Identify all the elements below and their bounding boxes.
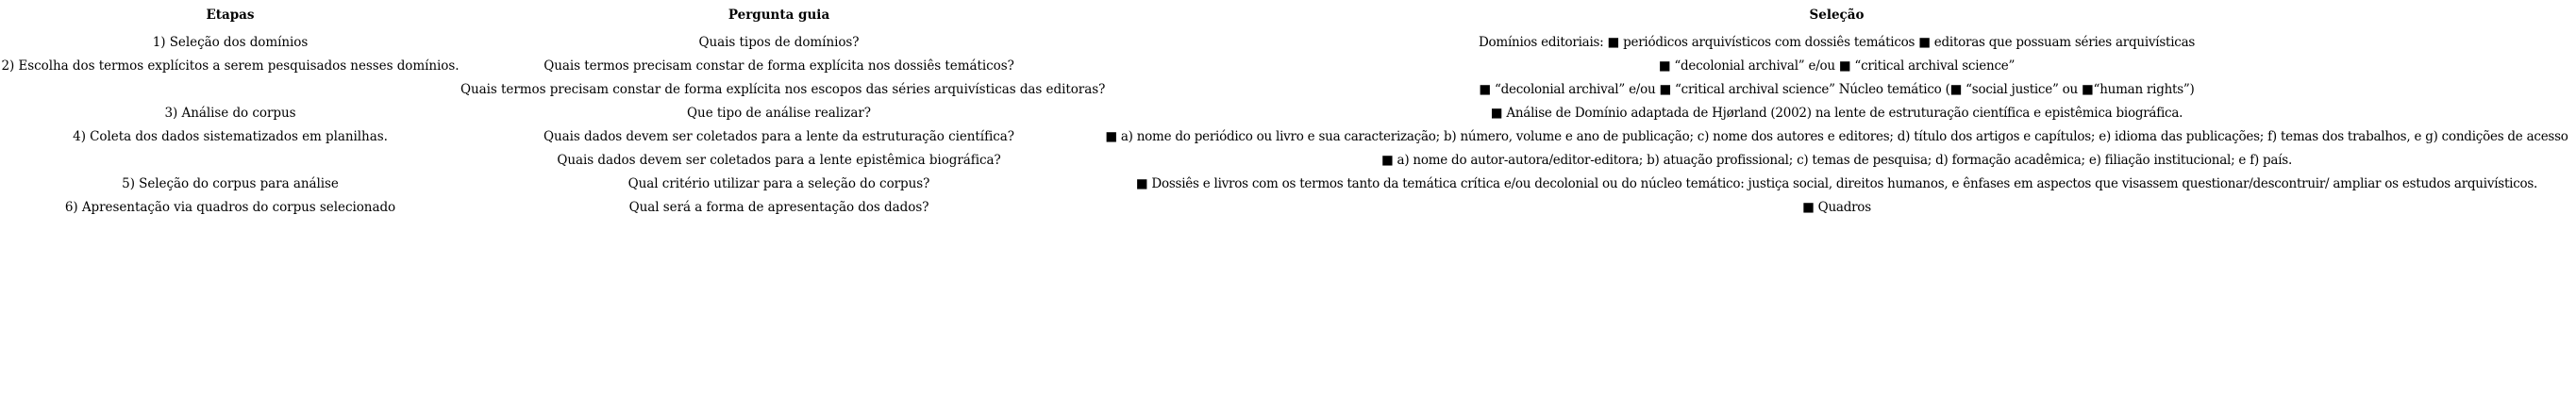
cell-etapa: 6) Apresentação via quadros do corpus selecionado (64, 200, 396, 215)
table-row (0, 78, 2576, 102)
table-row (0, 196, 2576, 220)
table-row (0, 149, 2576, 173)
cell-selecao: ■ a) nome do periódico ou livro e sua caracterização; b) número, volume e ano de publicação; c) nome dos autores e editores; d) título dos artigos e capítulos; e) idioma das publicações; f) temas dos trabalhos, e g) condições de acesso (1105, 129, 2568, 144)
cell-etapa (0, 149, 460, 173)
table-row (0, 102, 2576, 125)
cell-pergunta: Quais dados devem ser coletados para a lente epistêmica biográfica? (557, 153, 1001, 168)
cell-pergunta: Quais dados devem ser coletados para a lente da estruturação científica? (543, 129, 1014, 144)
cell-pergunta: Quais termos precisam constar de forma explícita nos escopos das séries arquivísticas das editoras? (460, 82, 1106, 97)
table-row (0, 173, 2576, 196)
cell-selecao: ■ “decolonial archival” e/ou ■ “critical archival science” Núcleo temático (■ “social justice” ou ■“human rights”) (1479, 82, 2195, 97)
table-body (0, 31, 2576, 220)
cell-selecao: Domínios editoriais: ■ periódicos arquivísticos com dossiês temáticos ■ editoras que possuam séries arquivísticas (1478, 35, 2196, 50)
header-row (0, 0, 2576, 31)
cell-pergunta: Qual será a forma de apresentação dos dados? (628, 200, 929, 215)
table-row (0, 125, 2576, 149)
cell-pergunta: Qual critério utilizar para a seleção do corpus? (627, 176, 930, 191)
header-selecao: Seleção (1809, 8, 1865, 23)
table-header (0, 0, 2576, 31)
table-row (0, 31, 2576, 55)
cell-selecao: ■ “decolonial archival” e/ou ■ “critical archival science” (1658, 58, 2016, 74)
cell-etapa: 2) Escolha dos termos explícitos a serem pesquisados nesses domínios. (1, 58, 460, 74)
cell-etapa: 3) Análise do corpus (164, 106, 296, 121)
cell-pergunta: Quais tipos de domínios? (698, 35, 860, 50)
cell-selecao: ■ Dossiês e livros com os termos tanto da temática crítica e/ou decolonial ou do núcleo temático: justiça social, direitos humanos, e ênfases em aspectos que visassem questionar/descontruir/ ampliar os estudos arquivísticos. (1135, 176, 2538, 191)
cell-selecao: ■ a) nome do autor-autora/editor-editora; b) atuação profissional; c) temas de pesquisa; d) formação acadêmica; e) filiação institucional; e f) país. (1381, 153, 2292, 168)
cell-etapa: 5) Seleção do corpus para análise (122, 176, 339, 191)
cell-etapa (0, 78, 460, 102)
table-row (0, 55, 2576, 78)
cell-etapa: 4) Coleta dos dados sistematizados em planilhas. (73, 129, 388, 144)
header-pergunta-guia: Pergunta guia (728, 8, 830, 23)
cell-selecao: ■ Quadros (1802, 200, 1871, 215)
header-etapas: Etapas (206, 8, 255, 23)
cell-pergunta: Que tipo de análise realizar? (687, 106, 871, 121)
cell-selecao: ■ Análise de Domínio adaptada de Hjørland (2002) na lente de estruturação científica e epistêmica biográfica. (1490, 106, 2183, 121)
cell-pergunta: Quais termos precisam constar de forma explícita nos dossiês temáticos? (544, 58, 1014, 74)
cell-etapa: 1) Seleção dos domínios (152, 35, 309, 50)
